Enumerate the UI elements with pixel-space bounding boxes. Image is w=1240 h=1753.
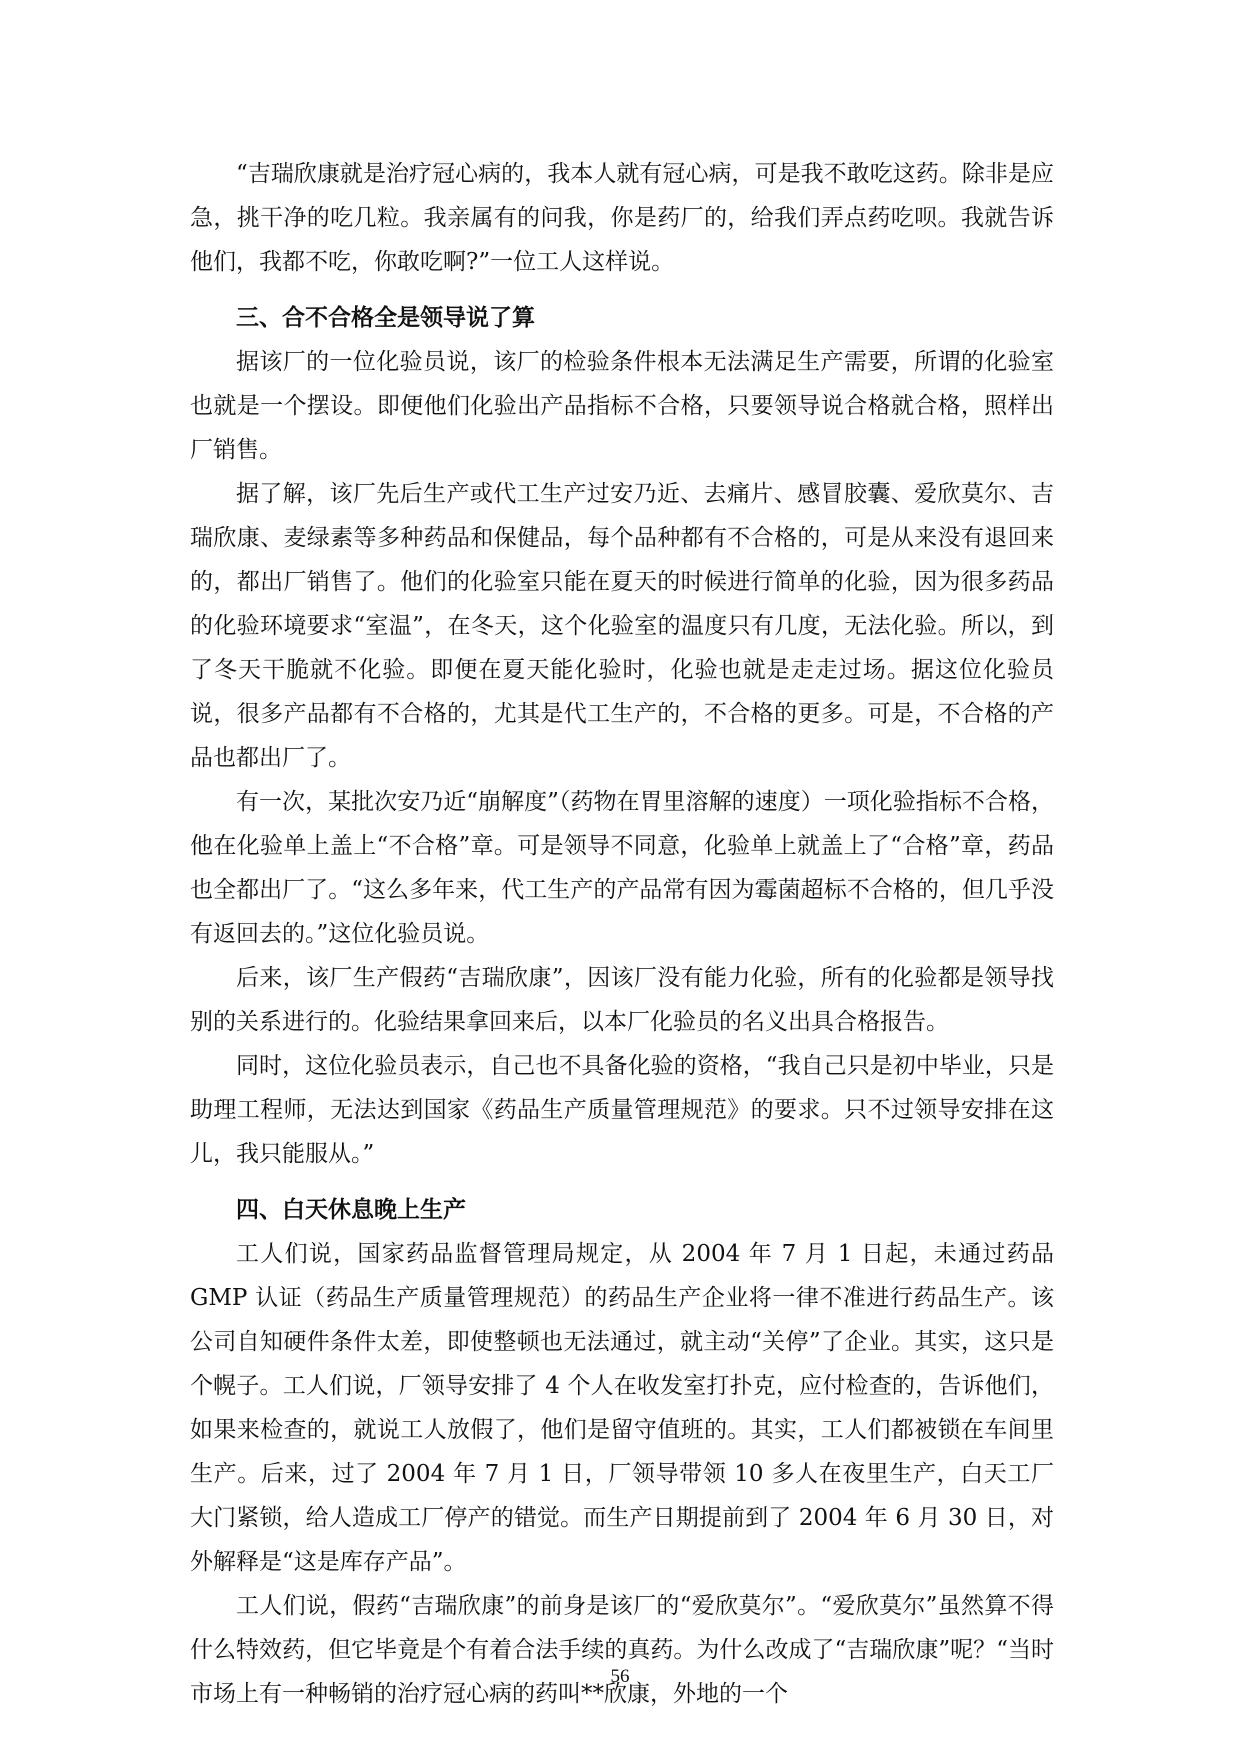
paragraph: 有一次，某批次安乃近“崩解度”（药物在胃里溶解的速度）一项化验指标不合格，他在化验单上盖上“不合格”章。可是领导不同意，化验单上就盖上了“合格”章，药品也全都出厂了。“这么多年来，代工生产的产品常有因为霉菌超标不合格的，但几乎没有返回去的。”这位化验员说。 bbox=[190, 789, 1054, 947]
page-number: 56 bbox=[610, 1666, 630, 1687]
paragraph-worker-quote: “吉瑞欣康就是治疗冠心病的，我本人就有冠心病，可是我不敢吃这药。除非是应急，挑干净的吃几粒。我亲属有的问我，你是药厂的，给我们弄点药吃呗。我就告诉他们，我都不吃，你敢吃啊?”一位工人这样说。 bbox=[190, 161, 1054, 275]
paragraph: 工人们说，假药“吉瑞欣康”的前身是该厂的“爱欣莫尔”。“爱欣莫尔”虽然算不得什么特效药，但它毕竟是个有着合法手续的真药。为什么改成了“吉瑞欣康”呢？“当时市场上有一种畅销的治疗冠心病的药叫**欣康，外地的一个 bbox=[190, 1593, 1054, 1707]
paragraph: 工人们说，国家药品监督管理局规定，从 2004 年 7 月 1 日起，未通过药品 GMP 认证（药品生产质量管理规范）的药品生产企业将一律不准进行药品生产。该公司自知硬件条件太差，即使整顿也无法通过，就主动“关停”了企业。其实，这只是个幌子。工人们说，厂领导安排了 4 个人在收发室打扑克，应付检查的，告诉他们，如果来检查的，就说工人放假了，他们是留守值班的。其实，工人们都被锁在车间里生产。后来，过了 2004 年 7 月 1 日，厂领导带领 10 多人在夜里生产，白天工厂大门紧锁，给人造成工厂停产的错觉。而生产日期提前到了 2004 年 6 月 30 日，对外解释是“这是库存产品”。 bbox=[190, 1241, 1054, 1575]
paragraph: 据了解，该厂先后生产或代工生产过安乃近、去痛片、感冒胶囊、爱欣莫尔、吉瑞欣康、麦绿素等多种药品和保健品，每个品种都有不合格的，可是从来没有退回来的，都出厂销售了。他们的化验室只能在夏天的时候进行简单的化验，因为很多药品的化验环境要求“室温”，在冬天，这个化验室的温度只有几度，无法化验。所以，到了冬天干脆就不化验。即便在夏天能化验时，化验也就是走走过场。据这位化验员说，很多产品都有不合格的，尤其是代工生产的，不合格的更多。可是，不合格的产品也都出厂了。 bbox=[190, 481, 1054, 771]
section-heading-3: 三、合不合格全是领导说了算 bbox=[236, 305, 535, 331]
paragraph: 同时，这位化验员表示，自己也不具备化验的资格，“我自己只是初中毕业，只是助理工程师，无法达到国家《药品生产质量管理规范》的要求。只不过领导安排在这儿，我只能服从。” bbox=[190, 1053, 1054, 1167]
paragraph: 后来，该厂生产假药“吉瑞欣康”，因该厂没有能力化验，所有的化验都是领导找别的关系进行的。化验结果拿回来后，以本厂化验员的名义出具合格报告。 bbox=[190, 965, 1054, 1035]
document-page bbox=[190, 152, 1054, 1716]
section-heading-4: 四、白天休息晚上生产 bbox=[236, 1197, 466, 1223]
paragraph: 据该厂的一位化验员说，该厂的检验条件根本无法满足生产需要，所谓的化验室也就是一个摆设。即便他们化验出产品指标不合格，只要领导说合格就合格，照样出厂销售。 bbox=[190, 349, 1054, 463]
